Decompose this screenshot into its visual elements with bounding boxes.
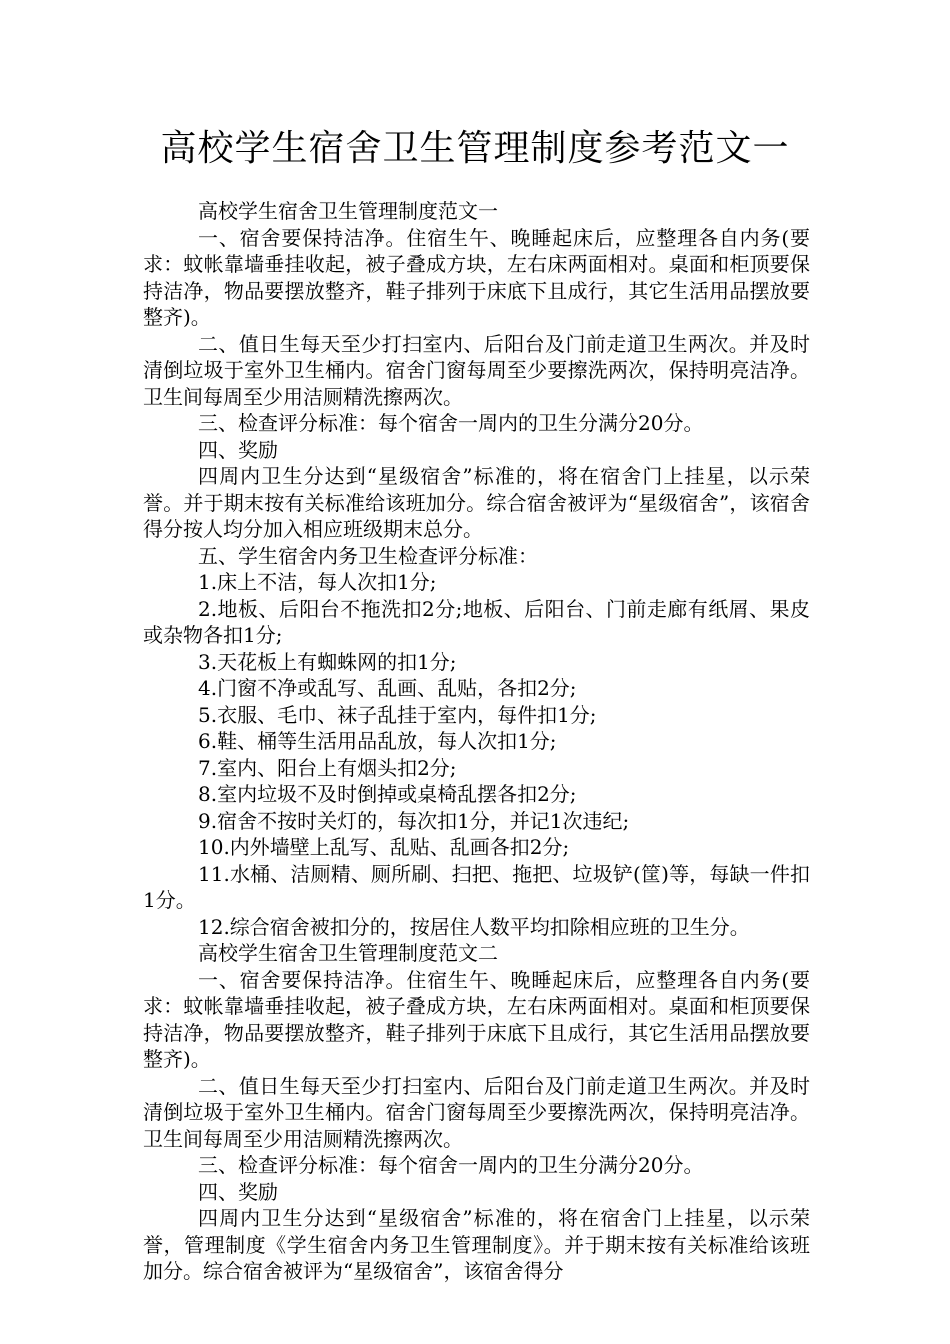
paragraph: 一、宿舍要保持洁净。住宿生午、晚睡起床后，应整理各自内务(要求：蚊帐靠墙垂挂收起，被子叠成方块，左右床两面相对。桌面和柜顶要保持洁净，物品要摆放整齐，鞋子排列于床底下且成行，其它生活用品摆放要整齐)。 [143, 225, 810, 329]
paragraph: 二、值日生每天至少打扫室内、后阳台及门前走道卫生两次。并及时清倒垃圾于室外卫生桶内。宿舍门窗每周至少要擦洗两次，保持明亮洁净。卫生间每周至少用洁厕精洗擦两次。 [143, 1073, 810, 1151]
list-item: 10.内外墙壁上乱写、乱贴、乱画各扣2分; [198, 835, 570, 859]
paragraph: 高校学生宿舍卫生管理制度范文二 [198, 941, 498, 965]
paragraph: 五、学生宿舍内务卫生检查评分标准： [198, 543, 538, 568]
list-item: 3.天花板上有蜘蛛网的扣1分; [198, 649, 457, 674]
list-item: 11.水桶、洁厕精、厕所刷、扫把、拖把、垃圾铲(筐)等，每缺一件扣1分。 [143, 861, 810, 912]
list-item: 2.地板、后阳台不拖洗扣2分;地板、后阳台、门前走廊有纸屑、果皮或杂物各扣1分; [143, 596, 810, 647]
list-item: 8.室内垃圾不及时倒掉或桌椅乱摆各扣2分; [198, 782, 577, 806]
paragraph: 三、检查评分标准：每个宿舍一周内的卫生分满分20分。 [198, 1153, 704, 1177]
document-body [143, 198, 810, 1285]
paragraph: 一、宿舍要保持洁净。住宿生午、晚睡起床后，应整理各自内务(要求：蚊帐靠墙垂挂收起，被子叠成方块，左右床两面相对。桌面和柜顶要保持洁净，物品要摆放整齐，鞋子排列于床底下且成行，其它生活用品摆放要整齐)。 [143, 967, 810, 1071]
list-item: 9.宿舍不按时关灯的，每次扣1分，并记1次违纪; [198, 808, 630, 833]
paragraph: 四、奖励 [198, 437, 278, 462]
list-item: 4.门窗不净或乱写、乱画、乱贴，各扣2分; [198, 676, 577, 700]
list-item: 12.综合宿舍被扣分的，按居住人数平均扣除相应班的卫生分。 [198, 914, 750, 939]
paragraph: 三、检查评分标准：每个宿舍一周内的卫生分满分20分。 [198, 411, 704, 435]
list-item: 1.床上不洁，每人次扣1分; [198, 570, 437, 594]
paragraph: 高校学生宿舍卫生管理制度范文一 [198, 199, 498, 223]
list-item: 7.室内、阳台上有烟头扣2分; [198, 755, 457, 780]
list-item: 5.衣服、毛巾、袜子乱挂于室内，每件扣1分; [198, 702, 597, 727]
document-title: 高校学生宿舍卫生管理制度参考范文一 [160, 128, 790, 169]
list-item: 6.鞋、桶等生活用品乱放，每人次扣1分; [198, 729, 557, 753]
paragraph: 四周内卫生分达到“星级宿舍”标准的，将在宿舍门上挂星，以示荣誉。并于期末按有关标准给该班加分。综合宿舍被评为“星级宿舍”，该宿舍得分按人均分加入相应班级期末总分。 [143, 464, 810, 541]
paragraph: 二、值日生每天至少打扫室内、后阳台及门前走道卫生两次。并及时清倒垃圾于室外卫生桶内。宿舍门窗每周至少要擦洗两次，保持明亮洁净。卫生间每周至少用洁厕精洗擦两次。 [143, 331, 810, 409]
paragraph: 四周内卫生分达到“星级宿舍”标准的，将在宿舍门上挂星，以示荣誉，管理制度《学生宿舍内务卫生管理制度》。并于期末按有关标准给该班加分。综合宿舍被评为“星级宿舍”，该宿舍得分 [143, 1206, 810, 1283]
paragraph: 四、奖励 [198, 1179, 278, 1204]
